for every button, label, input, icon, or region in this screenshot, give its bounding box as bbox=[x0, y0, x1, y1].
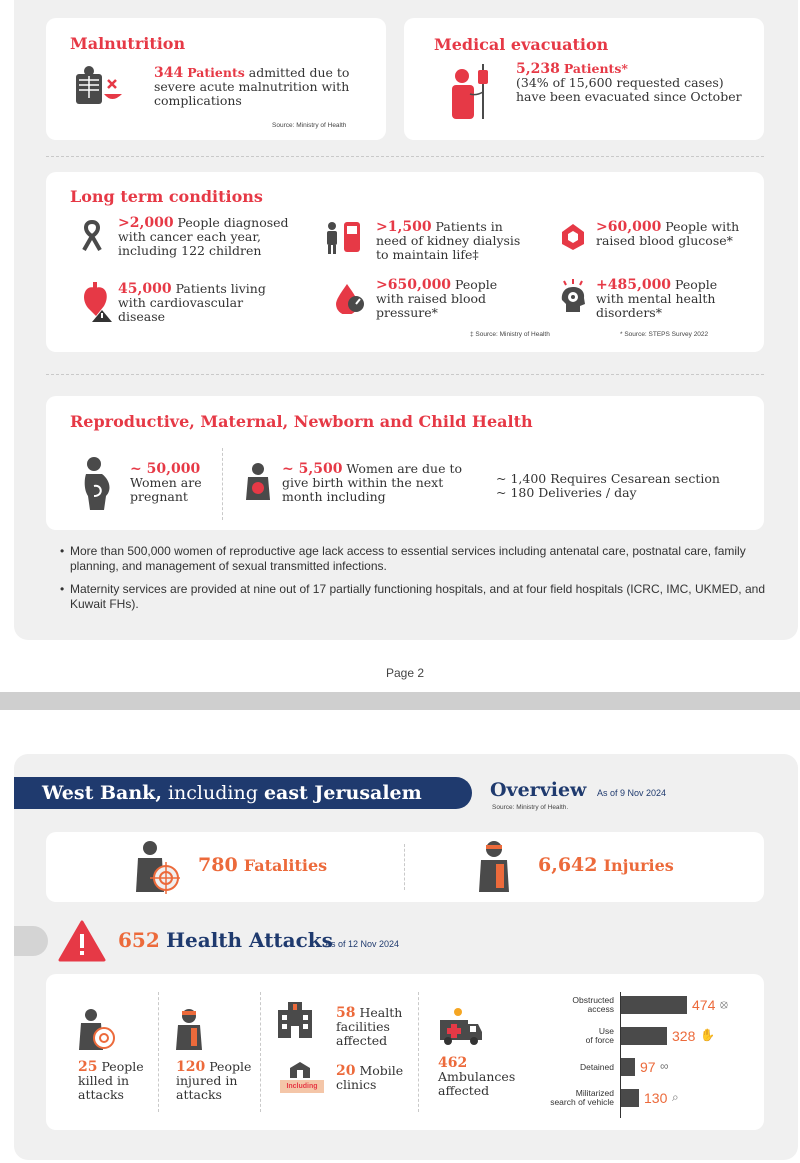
attacks-heading bbox=[118, 928, 333, 952]
ambulances-l2: affected bbox=[438, 1083, 490, 1098]
fatalities-number: 780 bbox=[198, 854, 238, 876]
birth-icon bbox=[244, 462, 272, 502]
birth-text bbox=[282, 462, 482, 504]
bar-value-label: 474 bbox=[692, 997, 716, 1013]
dialysis-l3: to maintain life‡ bbox=[376, 247, 479, 262]
search-icon: ⌕ bbox=[672, 1090, 679, 1104]
heart-warning-icon bbox=[80, 282, 114, 322]
divider-1 bbox=[46, 156, 764, 157]
cancer-ribbon-icon bbox=[80, 220, 104, 252]
killed-target-icon bbox=[78, 1008, 116, 1052]
birth-l1: Women are due to bbox=[342, 461, 462, 476]
attacks-tab bbox=[14, 926, 48, 956]
ambulance-icon bbox=[436, 1006, 484, 1046]
malnutrition-number: 344 bbox=[154, 65, 184, 81]
pressure-number: >650,000 bbox=[376, 277, 452, 293]
birth-number: ~ 5,500 bbox=[282, 461, 343, 477]
evacuation-line2: have been evacuated since October bbox=[516, 89, 742, 104]
cancer-number: >2,000 bbox=[118, 215, 174, 231]
malnutrition-text bbox=[154, 66, 374, 108]
malnutrition-line3: complications bbox=[154, 93, 242, 108]
glucose-number: >60,000 bbox=[596, 219, 662, 235]
facilities-text bbox=[336, 1006, 436, 1048]
heart-text bbox=[118, 282, 318, 324]
attacks-separator bbox=[158, 992, 159, 1112]
divider-2 bbox=[46, 374, 764, 375]
bar bbox=[621, 1058, 635, 1076]
killed-text bbox=[78, 1060, 178, 1102]
pregnant-l2: pregnant bbox=[130, 489, 188, 504]
bar-category-label: Militarized search of vehicle bbox=[550, 1088, 614, 1107]
attacks-date: As of 12 Nov 2024 bbox=[325, 939, 400, 949]
injured-l1: People bbox=[205, 1059, 252, 1074]
maternal-bullets bbox=[60, 544, 765, 620]
blocked-icon: ⦻ bbox=[720, 997, 728, 1011]
heart-l2: with cardiovascular bbox=[118, 295, 244, 310]
blood-glucose-icon bbox=[560, 222, 586, 252]
bar-category-label: Use of force bbox=[585, 1026, 614, 1045]
rmnch-card bbox=[46, 396, 764, 530]
mobile-number: 20 bbox=[336, 1063, 356, 1079]
cancer-l1: People diagnosed bbox=[173, 215, 289, 230]
pregnant-text bbox=[130, 462, 240, 504]
evacuation-text bbox=[516, 62, 756, 104]
injured-l2: injured in bbox=[176, 1073, 238, 1088]
bar bbox=[621, 996, 687, 1014]
killed-l3: attacks bbox=[78, 1087, 124, 1102]
pressure-l2: with raised blood bbox=[376, 291, 487, 306]
west-bank-banner bbox=[14, 777, 472, 809]
dialysis-machine-icon bbox=[324, 218, 364, 256]
heart-l1: Patients living bbox=[171, 281, 266, 296]
pressure-l1: People bbox=[451, 277, 498, 292]
malnutrition-card bbox=[46, 18, 386, 140]
bar-value-label: 97 bbox=[640, 1059, 656, 1075]
malnourished-body-icon bbox=[70, 66, 126, 106]
glucose-l1: People with bbox=[661, 219, 740, 234]
killed-l2: killed in bbox=[78, 1073, 129, 1088]
mobile-l2: clinics bbox=[336, 1077, 377, 1092]
bullet-item: • Maternity services are provided at nine out of 17 partially functioning hospitals, and at four field hospitals (ICRC, IMC, UKMED, and Kuwait FHs). bbox=[60, 582, 765, 612]
injuries-text bbox=[538, 854, 674, 876]
long-term-source-steps: * Source: STEPS Survey 2022 bbox=[620, 331, 709, 338]
banner-east-jerusalem: east Jerusalem bbox=[263, 782, 422, 804]
malnutrition-source: Source: Ministry of Health bbox=[272, 122, 347, 129]
pregnant-l1: Women are bbox=[130, 475, 202, 490]
dialysis-l2: need of kidney dialysis bbox=[376, 233, 521, 248]
evacuation-card bbox=[404, 18, 764, 140]
injured-person-icon bbox=[478, 840, 512, 894]
killed-l1: People bbox=[97, 1059, 144, 1074]
attacks-number: 652 bbox=[118, 928, 160, 952]
pregnant-number: ~ 50,000 bbox=[130, 461, 201, 477]
fatalities-label: Fatalities bbox=[243, 856, 328, 875]
fatalities-separator bbox=[404, 844, 405, 890]
blood-pressure-icon bbox=[334, 282, 366, 314]
handcuffs-icon: ∞ bbox=[660, 1059, 669, 1073]
malnutrition-unit: Patients bbox=[187, 65, 245, 80]
rmnch-title: Reproductive, Maternal, Newborn and Child Health bbox=[70, 412, 533, 431]
dialysis-l1: Patients in bbox=[431, 219, 503, 234]
glucose-text bbox=[596, 220, 766, 248]
dialysis-text bbox=[376, 220, 576, 262]
long-term-source-moh: ‡ Source: Ministry of Health bbox=[470, 331, 550, 338]
mobile-text bbox=[336, 1064, 436, 1092]
overview-title: Overview bbox=[490, 779, 587, 801]
bar bbox=[621, 1089, 639, 1107]
cancer-l3: including 122 children bbox=[118, 243, 262, 258]
pressure-l3: pressure* bbox=[376, 305, 438, 320]
warning-triangle-icon bbox=[58, 920, 106, 962]
injured-worker-icon bbox=[176, 1008, 204, 1052]
force-icon: ✋ bbox=[700, 1028, 715, 1042]
mental-l2: with mental health bbox=[596, 291, 716, 306]
cancer-text bbox=[118, 216, 318, 258]
attacks-bar-chart bbox=[506, 988, 762, 1124]
facilities-l1: Health bbox=[355, 1005, 403, 1020]
facilities-l3: affected bbox=[336, 1033, 388, 1048]
injured-l3: attacks bbox=[176, 1087, 222, 1102]
fatality-target-icon bbox=[134, 840, 180, 894]
mobile-l1: Mobile bbox=[355, 1063, 404, 1078]
bullet-item: • More than 500,000 women of reproductive age lack access to essential services including antenatal care, postnatal care, family planning, and management of sexual transmitted infections. bbox=[60, 544, 765, 574]
birth-l2: give birth within the next bbox=[282, 475, 444, 490]
overview-date: As of 9 Nov 2024 bbox=[597, 788, 667, 798]
attacks-card bbox=[46, 974, 764, 1130]
mobile-clinic-icon bbox=[288, 1060, 312, 1080]
glucose-l2: raised blood glucose* bbox=[596, 233, 733, 248]
page-separator bbox=[0, 692, 800, 710]
attacks-label: Health Attacks bbox=[166, 928, 333, 952]
birth-l3: month including bbox=[282, 489, 386, 504]
ambulances-l1: Ambulances bbox=[438, 1069, 516, 1084]
cancer-l2: with cancer each year, bbox=[118, 229, 261, 244]
overview-source: Source: Ministry of Health. bbox=[492, 804, 569, 811]
injuries-label: Injuries bbox=[603, 856, 674, 875]
long-term-card bbox=[46, 172, 764, 352]
bar-category-label: Obstructed access bbox=[572, 995, 614, 1014]
deliveries-text: ~ 180 Deliveries / day bbox=[496, 485, 637, 500]
dialysis-number: >1,500 bbox=[376, 219, 432, 235]
mental-l3: disorders* bbox=[596, 305, 662, 320]
including-badge: Including bbox=[280, 1080, 324, 1093]
fatalities-text bbox=[198, 854, 327, 876]
mental-health-icon bbox=[558, 278, 588, 314]
bar-value-label: 328 bbox=[672, 1028, 696, 1044]
killed-number: 25 bbox=[78, 1059, 98, 1075]
mental-l1: People bbox=[671, 277, 718, 292]
malnutrition-line1: admitted due to bbox=[244, 65, 350, 80]
evacuation-line1: (34% of 15,600 requested cases) bbox=[516, 75, 724, 90]
attacks-separator bbox=[260, 992, 261, 1112]
bar bbox=[621, 1027, 667, 1045]
evacuation-title: Medical evacuation bbox=[434, 35, 609, 54]
fatalities-injuries-card bbox=[46, 832, 764, 902]
hospital-building-icon bbox=[276, 1000, 314, 1038]
patient-drip-icon bbox=[448, 62, 500, 122]
page-label: Page 2 bbox=[385, 666, 425, 680]
banner-west-bank: West Bank, bbox=[42, 782, 162, 804]
banner-including: including bbox=[161, 782, 264, 804]
injured-number: 120 bbox=[176, 1059, 206, 1075]
evacuation-number: 5,238 bbox=[516, 61, 560, 77]
pressure-text bbox=[376, 278, 576, 320]
ambulances-number: 462 bbox=[438, 1055, 468, 1071]
bar-value-label: 130 bbox=[644, 1090, 668, 1106]
malnutrition-line2: severe acute malnutrition with bbox=[154, 79, 350, 94]
injuries-number: 6,642 bbox=[538, 854, 598, 876]
long-term-title: Long term conditions bbox=[70, 187, 263, 206]
malnutrition-title: Malnutrition bbox=[70, 34, 186, 53]
rmnch-separator bbox=[222, 448, 223, 520]
heart-l3: disease bbox=[118, 309, 166, 324]
facilities-number: 58 bbox=[336, 1005, 356, 1021]
heart-number: 45,000 bbox=[118, 281, 172, 297]
bar-category-label: Detained bbox=[579, 1061, 614, 1072]
facilities-l2: facilities bbox=[336, 1019, 390, 1034]
attacks-separator bbox=[418, 992, 419, 1112]
pregnant-woman-icon bbox=[80, 456, 116, 512]
mental-text bbox=[596, 278, 766, 320]
evacuation-unit: Patients* bbox=[563, 61, 628, 76]
injured-text bbox=[176, 1060, 276, 1102]
mental-number: +485,000 bbox=[596, 277, 672, 293]
cesarean-text: ~ 1,400 Requires Cesarean section bbox=[496, 471, 720, 486]
